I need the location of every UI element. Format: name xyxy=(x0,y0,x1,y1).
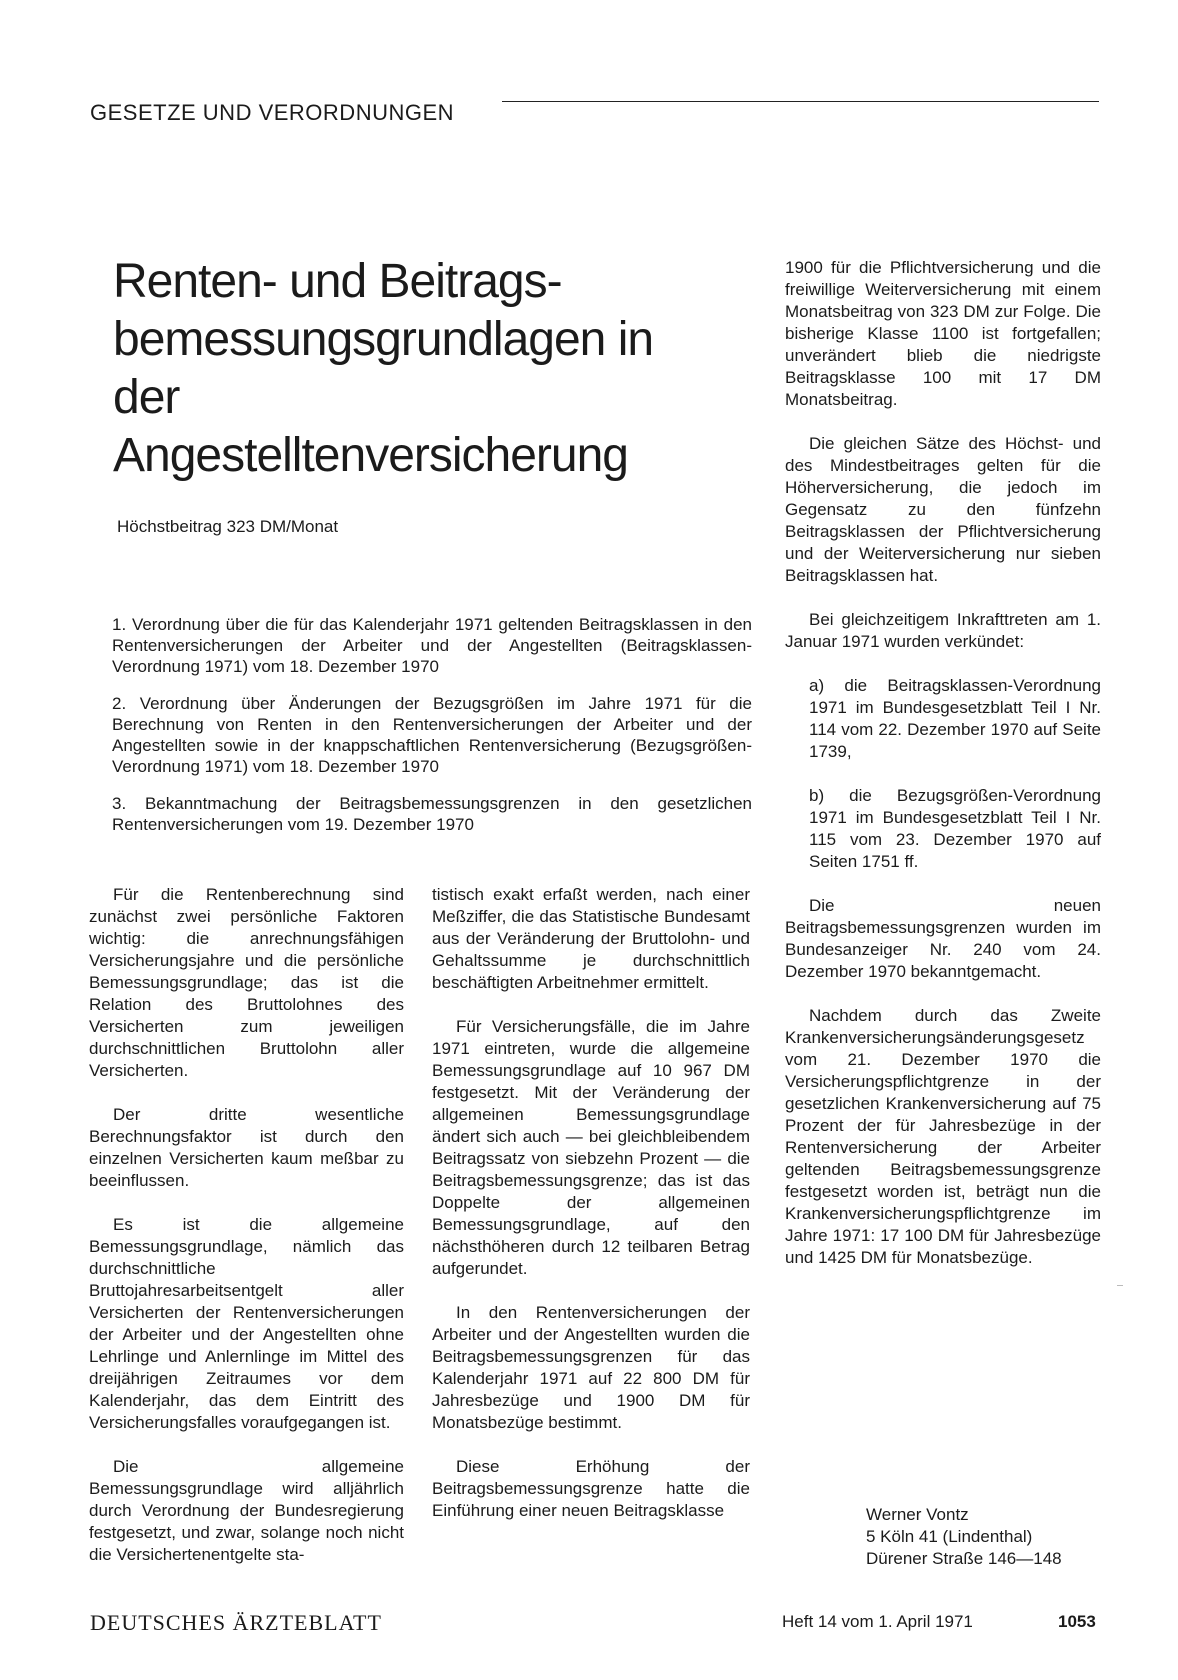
paragraph: tistisch exakt erfaßt werden, nach einer Meßziffer, die das Statistische Bundesamt aus der Veränderung der Bruttolohn- und Gehaltssumme je durchschnittlich beschäftigten Arbeitnehmer ermittelt. xyxy=(432,885,750,992)
section-rule xyxy=(502,101,1099,102)
journal-name: DEUTSCHES ÄRZTEBLATT xyxy=(90,1610,382,1635)
reference-item: 2. Verordnung über Änderungen der Bezugsgrößen im Jahre 1971 für die Berechnung von Renten in den Rentenversicherungen der Arbeiter und der Angestellten sowie in der knappschaftlichen Rentenversicherung (Bezugsgrößen-Verordnung 1971) vom 18. Dezember 1970 xyxy=(112,694,752,776)
body-column-3 xyxy=(785,257,1101,1291)
paragraph: Es ist die allgemeine Bemessungsgrundlage, nämlich das durchschnittliche Bruttojahresarbeitsentgelt aller Versicherten der Rentenversicherungen der Arbeiter und der Angestellten ohne Lehrlinge und Anlernlinge im Mittel des dreijährigen Zeitraumes vor dem Kalenderjahr, das dem Eintritt des Versicherungsfalles voraufgegangen ist. xyxy=(89,1215,404,1432)
paragraph: 1900 für die Pflichtversicherung und die freiwillige Weiterversicherung mit einem Monatsbeitrag von 323 DM zur Folge. Die bisherige Klasse 1100 ist fortgefallen; unverändert blieb die niedrigste Beitragsklasse 100 mit 17 DM Monatsbeitrag. xyxy=(785,258,1101,409)
author-name: Werner Vontz xyxy=(866,1505,969,1524)
references-block xyxy=(112,614,752,851)
paragraph: Die allgemeine Bemessungsgrundlage wird alljährlich durch Verordnung der Bundesregierung festgesetzt, und zwar, solange noch nicht die Versichertenentgelte sta- xyxy=(89,1457,404,1564)
paragraph: Für Versicherungsfälle, die im Jahre 1971 eintreten, wurde die allgemeine Bemessungsgrundlage auf 10 967 DM festgesetzt. Mit der Veränderung der allgemeinen Bemessungsgrundlage ändert sich auch — bei gleichbleibendem Beitragssatz von siebzehn Prozent — die Beitragsbemessungsgrenze; das ist das Doppelte der allgemeinen Bemessungsgrundlage, auf den nächsthöheren durch 12 teilbaren Betrag aufgerundet. xyxy=(432,1017,750,1278)
reference-item: 3. Bekanntmachung der Beitragsbemessungsgrenzen in den gesetzlichen Rentenversicherungen vom 19. Dezember 1970 xyxy=(112,794,752,834)
list-item-a: a) die Beitragsklassen-Verordnung 1971 im Bundesgesetzblatt Teil I Nr. 114 vom 22. Dezember 1970 auf Seite 1739, xyxy=(809,676,1101,761)
issue-info: Heft 14 vom 1. April 1971 xyxy=(782,1612,973,1631)
article-title: Renten- und Beitrags-bemessungsgrundlagen in der Angestelltenversicherung xyxy=(113,255,654,482)
paragraph: Für die Rentenberechnung sind zunächst zwei persönliche Faktoren wichtig: die anrechnungsfähigen Versicherungsjahre und die persönliche Bemessungsgrundlage; das ist die Relation des Bruttolohnes des Versicherten zum jeweiligen durchschnittlichen Bruttolohn aller Versicherten. xyxy=(89,885,404,1080)
page-number: 1053 xyxy=(1058,1612,1096,1631)
paragraph: Die neuen Beitragsbemessungsgrenzen wurden im Bundesanzeiger Nr. 240 vom 24. Dezember 1970 bekanntgemacht. xyxy=(785,896,1101,981)
author-block xyxy=(866,1504,1062,1570)
section-label: GESETZE UND VERORDNUNGEN xyxy=(90,100,455,125)
margin-mark xyxy=(1117,1285,1123,1286)
author-city: 5 Köln 41 (Lindenthal) xyxy=(866,1527,1033,1546)
paragraph: Diese Erhöhung der Beitragsbemessungsgrenze hatte die Einführung einer neuen Beitragsklasse xyxy=(432,1457,750,1520)
author-street: Dürener Straße 146—148 xyxy=(866,1549,1062,1568)
body-column-1 xyxy=(89,884,404,1588)
list-item-b: b) die Bezugsgrößen-Verordnung 1971 im Bundesgesetzblatt Teil I Nr. 115 vom 23. Dezember 1970 auf Seiten 1751 ff. xyxy=(809,786,1101,871)
body-column-2 xyxy=(432,884,750,1544)
article-subtitle: Höchstbeitrag 323 DM/Monat xyxy=(117,517,339,536)
paragraph: Die gleichen Sätze des Höchst- und des Mindestbeitrages gelten für die Höherversicherung, die jedoch im Gegensatz zu den fünfzehn Beitragsklassen der Pflichtversicherung und der Weiterversicherung nur sieben Beitragsklassen hat. xyxy=(785,434,1101,585)
paragraph: Nachdem durch das Zweite Krankenversicherungsänderungsgesetz vom 21. Dezember 1970 die Versicherungspflichtgrenze in der gesetzlichen Krankenversicherung auf 75 Prozent der für Jahresbezüge in der Rentenversicherung der Arbeiter geltenden Beitragsbemessungsgrenze festgesetzt worden ist, beträgt nun die Krankenversicherungspflichtgrenze im Jahre 1971: 17 100 DM für Jahresbezüge und 1425 DM für Monatsbezüge. xyxy=(785,1006,1101,1267)
paragraph: Bei gleichzeitigem Inkrafttreten am 1. Januar 1971 wurden verkündet: xyxy=(785,610,1101,651)
reference-item: 1. Verordnung über die für das Kalenderjahr 1971 geltenden Beitragsklassen in den Rentenversicherungen der Arbeiter und der Angestellten (Beitragsklassen-Verordnung 1971) vom 18. Dezember 1970 xyxy=(112,615,752,676)
paragraph: In den Rentenversicherungen der Arbeiter und der Angestellten wurden die Beitragsbemessungsgrenzen für das Kalenderjahr 1971 auf 22 800 DM für Jahresbezüge und 1900 DM für Monatsbezüge bestimmt. xyxy=(432,1303,750,1432)
paragraph: Der dritte wesentliche Berechnungsfaktor ist durch den einzelnen Versicherten kaum meßbar zu beeinflussen. xyxy=(89,1105,404,1190)
